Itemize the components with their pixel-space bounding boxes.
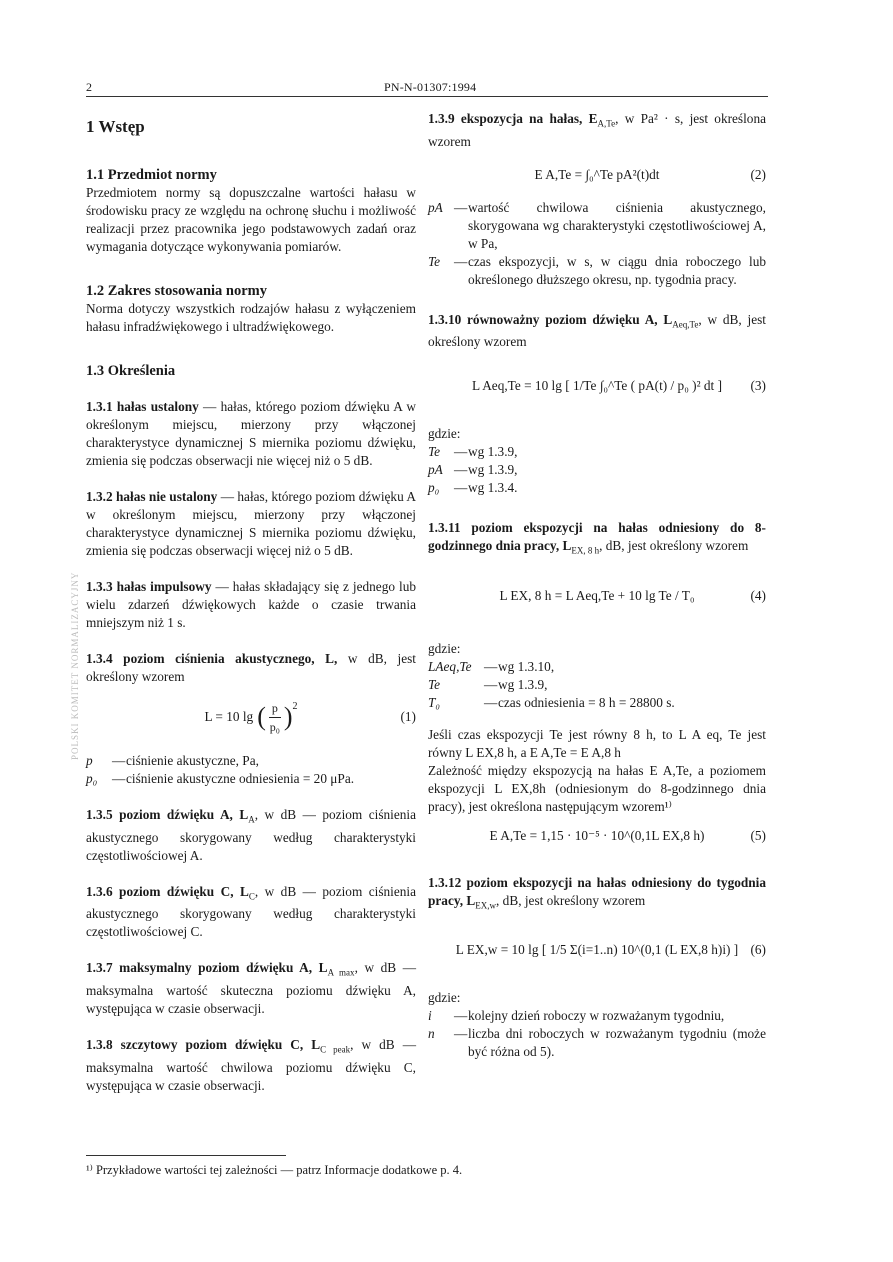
equation-2-definitions: pA — wartość chwilowa ciśnienia akustycznego, skorygowana wg charakterystyki częstotliwościowej A, w Pa, Te — czas ekspozycji, w s, w ciągu dnia roboczego lub określonego dłuższego okresu, np. tygodnia pracy. [428, 199, 766, 287]
where-label-3: gdzie: [428, 426, 461, 442]
paragraph-8h-equivalence: Jeśli czas ekspozycji Te jest równy 8 h, to L A eq, Te jest równy L EX,8 h, a E A,Te = E A,8 h [428, 726, 766, 760]
footnote-rule [86, 1155, 286, 1156]
equation-1: L = 10 lg ( $\frac{p}{\text{p₀}}$ ) $^2$ (1) [204, 700, 416, 734]
equation-4-definitions: LAeq,Te — wg 1.3.10, Te — wg 1.3.9, T₀ — czas odniesienia = 8 h = 28800 s. [428, 658, 675, 710]
definition-1-3-8: 1.3.8 szczytowy poziom dźwięku C, $L_{C peak}$, w dB — maksymalna wartość chwilowa poziomu dźwięku C, występująca w czasie obserwacji. [86, 1036, 416, 1093]
equation-1-number: (1) [400, 709, 416, 724]
equation-3: L Aeq,Te = 10 lg [ 1/Te ∫₀^Te ( pA(t) / p₀ )² dt ] (3) [471, 378, 766, 394]
definition-1-3-7: 1.3.7 maksymalny poziom dźwięku A, $L_{A max}$, w dB — maksymalna wartość skuteczna poziomu dźwięku A, występująca w czasie obserwacji. [86, 960, 417, 1016]
equation-6: L EX,w = 10 lg [ 1/5 Σ(i=1..n) 10^(0,1 (L EX,8 h)i) ] (6) [455, 941, 766, 957]
section-1-2-title: 1.2 Zakres stosowania normy [86, 283, 267, 299]
section-1-2-text: Norma dotyczy wszystkich rodzajów hałasu z wyłączeniem hałasu infradźwiękowego i ultradźwiękowego. [86, 301, 416, 334]
equation-3-number: (3) [750, 378, 766, 394]
equation-6-number: (6) [750, 941, 766, 957]
where-label-4: gdzie: [428, 640, 461, 656]
equation-4: L EX, 8 h = L Aeq,Te + 10 lg Te / T₀ (4) [499, 587, 766, 603]
definition-1-3-2: 1.3.2 hałas nie ustalony — hałas, którego poziom dźwięku A w określonym miejscu, mierzony przy włączonej charakterystyce dynamicznej S miernika poziomu dźwięku, zmienia się podczas obserwacji więcej niż o 5 dB. [86, 489, 416, 558]
definition-1-3-11: 1.3.11 poziom ekspozycji na hałas odniesiony do 8-godzinnego dnia pracy, $L_{EX, 8 h}$, dB, jest określony wzorem [428, 520, 766, 556]
footnote: ¹⁾ Przykładowe wartości tej zależności — patrz Informacje dodatkowe p. 4. [86, 1163, 463, 1177]
where-label-6: gdzie: [428, 989, 461, 1005]
equation-2-number: (2) [750, 166, 766, 182]
definition-1-3-6: 1.3.6 poziom dźwięku C, $L_C$, w dB — poziom ciśnienia akustycznego skorygowany według charakterystyki częstotliwościowej C. [86, 883, 416, 940]
section-1-3-title: 1.3 Określenia [86, 363, 176, 379]
paragraph-dependency: Zależność między ekspozycją na hałas E A,Te, a poziomem ekspozycji L EX,8h (odniesionym do 8-godzinnego dnia pracy), jest określona następującym wzorem¹⁾ [428, 762, 766, 814]
equation-2: E A,Te = ∫₀^Te pA²(t)dt (2) [534, 166, 766, 182]
definition-1-3-9: 1.3.9 ekspozycja na hałas, $E_{A,Te}$, w Pa² · s, jest określona wzorem [428, 111, 767, 149]
right-column [428, 110, 766, 1061]
equation-5-number: (5) [750, 827, 766, 843]
equation-4-number: (4) [750, 587, 766, 603]
section-1-title: 1 Wstęp [86, 117, 145, 136]
equation-1-definitions: p — ciśnienie akustyczne, Pa, p₀ — ciśnienie akustyczne odniesienia = 20 μPa. [86, 753, 355, 786]
header-rule [86, 96, 768, 97]
margin-watermark: POLSKI KOMITET NORMALIZACYJNY [70, 571, 80, 760]
left-column [86, 110, 416, 1095]
equation-6-definitions: i — kolejny dzień roboczy w rozważanym tygodniu, n — liczba dni roboczych w rozważanym tygodniu (może być różna od 5). [428, 1007, 766, 1059]
definition-1-3-1: 1.3.1 hałas ustalony — hałas, którego poziom dźwięku A w określonym miejscu, mierzony przy włączonej charakterystyce dynamicznej S miernika poziomu dźwięku, zmienia się podczas obserwacji nie więcej niż o 5 dB. [86, 399, 416, 468]
section-1-1-title: 1.1 Przedmiot normy [86, 167, 217, 183]
standard-id: PN-N-01307:1994 [384, 80, 477, 94]
definition-1-3-5: 1.3.5 poziom dźwięku A, $L_A$, w dB — poziom ciśnienia akustycznego skorygowany według charakterystyki częstotliwościowej A. [86, 807, 416, 863]
equation-3-definitions: Te — wg 1.3.9, pA — wg 1.3.9, p₀ — wg 1.3.4. [428, 444, 518, 496]
equation-5: E A,Te = 1,15 · 10⁻⁵ · 10^(0,1L EX,8 h) (5) [489, 827, 766, 843]
section-1-1-text: Przedmiotem normy są dopuszczalne wartości hałasu w środowisku pracy ze względu na ochronę słuchu i możliwość realizacji przez pracownika jego podstawowych zadań oraz wymagania dotyczące wykonywania pomiarów. [86, 185, 416, 254]
page-number: 2 [86, 80, 92, 94]
definition-1-3-3: 1.3.3 hałas impulsowy — hałas składający się z jednego lub wielu zdarzeń dźwiękowych każde o czasie trwania mniejszym niż 1 s. [86, 579, 416, 630]
definition-1-3-4: 1.3.4 poziom ciśnienia akustycznego, L, w dB, jest określony wzorem [86, 651, 416, 684]
definition-1-3-12: 1.3.12 poziom ekspozycji na hałas odniesiony do tygodnia pracy, $L_{EX,w}$, dB, jest określony wzorem [428, 874, 766, 911]
definition-1-3-10: 1.3.10 równoważny poziom dźwięku A, $L_{Aeq,Te}$, w dB, jest określony wzorem [428, 311, 767, 350]
